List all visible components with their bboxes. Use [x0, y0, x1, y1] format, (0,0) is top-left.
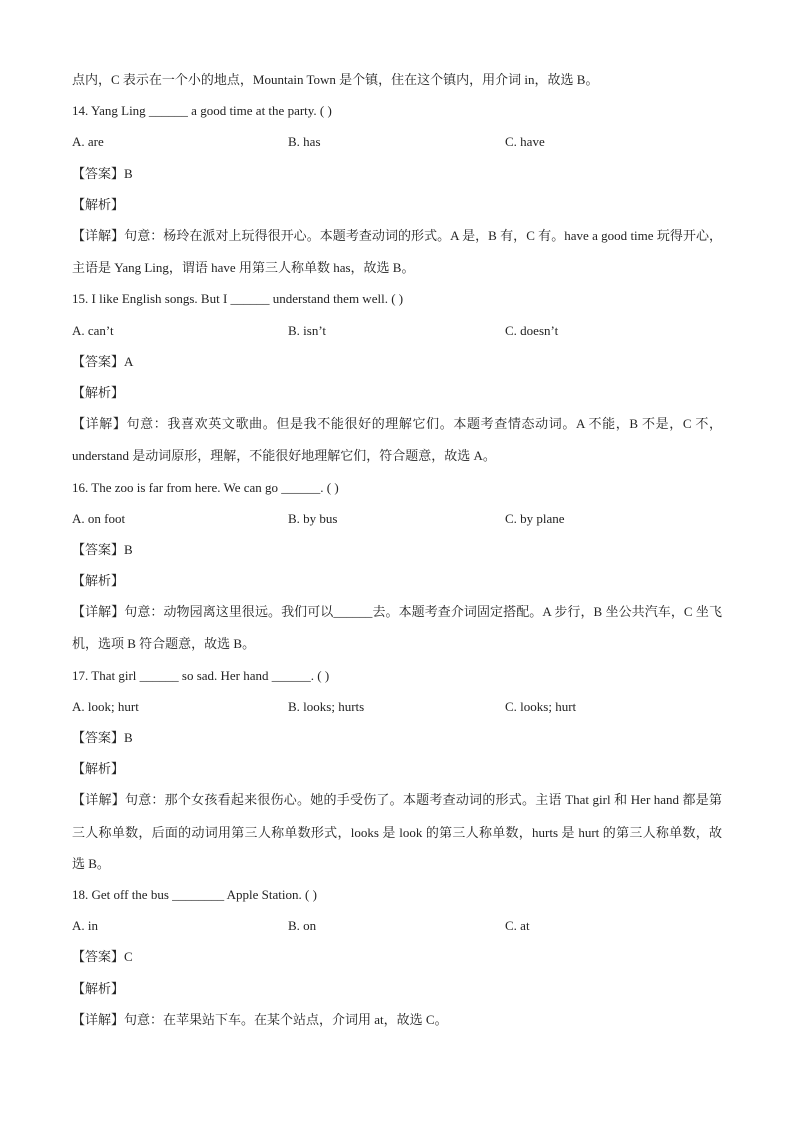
analysis-line — [72, 753, 722, 784]
question-stem: 17. That girl ______ so sad. Her hand ______. ( ) — [72, 667, 330, 683]
answer-line — [72, 941, 722, 972]
document-page — [72, 64, 722, 1036]
answer-value: B — [124, 165, 133, 181]
detail-tag: 【详解】 — [72, 1012, 125, 1028]
question-16 — [72, 472, 722, 660]
option-a: A. in — [72, 918, 98, 934]
intro-paragraph-tail: 点内，C 表示在一个小的地点，Mountain Town 是个镇，住在这个镇内，用介词 in，故选 B。 — [72, 72, 599, 87]
analysis-tag: 【解析】 — [72, 981, 125, 997]
answer-line — [72, 346, 722, 377]
option-b: B. by bus — [288, 510, 338, 526]
analysis-tag: 【解析】 — [72, 385, 125, 401]
option-a: A. look; hurt — [72, 698, 139, 714]
option-a: A. can’t — [72, 322, 114, 338]
detail-text: 句意：在苹果站下车。在某个站点，介词用 at，故选 C。 — [124, 1011, 448, 1027]
option-c: C. by plane — [505, 510, 565, 526]
option-b: B. has — [288, 134, 321, 150]
detail-paragraph — [72, 220, 722, 283]
option-a: A. are — [72, 134, 104, 150]
detail-text: 句意：那个女孩看起来很伤心。她的手受伤了。本题考查动词的形式。主语 That girl 和 Her hand 都是第三人称单数，后面的动词用第三人称单数形式，looks 是 look 的第三人称单数，hurts 是 hurt 的第三人称单数，故选 B。 — [72, 792, 722, 871]
detail-tag: 【详解】 — [72, 605, 125, 621]
detail-tag: 【详解】 — [72, 793, 125, 809]
option-b: B. isn’t — [288, 322, 327, 338]
answer-line — [72, 722, 722, 753]
option-b: B. looks; hurts — [288, 698, 365, 714]
analysis-line — [72, 377, 722, 408]
option-row — [72, 126, 722, 157]
answer-tag: 【答案】 — [72, 731, 125, 747]
detail-paragraph — [72, 1004, 722, 1036]
option-row — [72, 691, 722, 722]
analysis-tag: 【解析】 — [72, 574, 125, 590]
answer-line — [72, 158, 722, 189]
analysis-line — [72, 189, 722, 220]
analysis-tag: 【解析】 — [72, 762, 125, 778]
detail-text: 句意：动物园离这里很远。我们可以______去。本题考查介词固定搭配。A 步行，B 坐公共汽车，C 坐飞机，选项 B 符合题意，故选 B。 — [72, 604, 722, 652]
detail-text: 句意：杨玲在派对上玩得很开心。本题考查动词的形式。A 是，B 有，C 有。have a good time 玩得开心，主语是 Yang Ling，谓语 have 用第三人称单数 has，故选 B。 — [72, 227, 722, 276]
answer-tag: 【答案】 — [72, 542, 125, 558]
question-18 — [72, 879, 722, 1036]
option-c: C. looks; hurt — [505, 698, 577, 714]
question-stem: 18. Get off the bus ________ Apple Station. ( ) — [72, 887, 317, 903]
analysis-line — [72, 973, 722, 1004]
answer-value: B — [124, 541, 133, 557]
question-17 — [72, 660, 722, 879]
detail-paragraph — [72, 596, 722, 659]
answer-value: A — [124, 353, 134, 369]
question-14 — [72, 95, 722, 283]
option-a: A. on foot — [72, 510, 126, 526]
option-row — [72, 315, 722, 346]
question-15 — [72, 283, 722, 471]
answer-value: C — [124, 949, 133, 965]
option-c: C. at — [505, 918, 530, 934]
answer-tag: 【答案】 — [72, 166, 125, 182]
detail-text: 句意：我喜欢英文歌曲。但是我不能很好的理解它们。本题考查情态动词。A 不能，B 不是，C 不，understand 是动词原形，理解，不能很好地理解它们，符合题意，故选 A。 — [72, 416, 722, 464]
analysis-tag: 【解析】 — [72, 197, 125, 213]
answer-tag: 【答案】 — [72, 950, 125, 966]
answer-line — [72, 534, 722, 565]
answer-value: B — [124, 730, 133, 746]
option-c: C. doesn’t — [505, 322, 559, 338]
question-stem: 15. I like English songs. But I ______ understand them well. ( ) — [72, 291, 404, 307]
option-row — [72, 503, 722, 534]
option-b: B. on — [288, 918, 317, 934]
detail-paragraph — [72, 408, 722, 471]
detail-paragraph — [72, 784, 722, 879]
question-stem: 14. Yang Ling ______ a good time at the party. ( ) — [72, 103, 332, 119]
option-row — [72, 910, 722, 941]
detail-tag: 【详解】 — [72, 417, 127, 433]
analysis-line — [72, 565, 722, 596]
detail-tag: 【详解】 — [72, 228, 125, 244]
option-c: C. have — [505, 134, 545, 150]
answer-tag: 【答案】 — [72, 354, 125, 370]
question-stem: 16. The zoo is far from here. We can go ______. ( ) — [72, 479, 339, 495]
